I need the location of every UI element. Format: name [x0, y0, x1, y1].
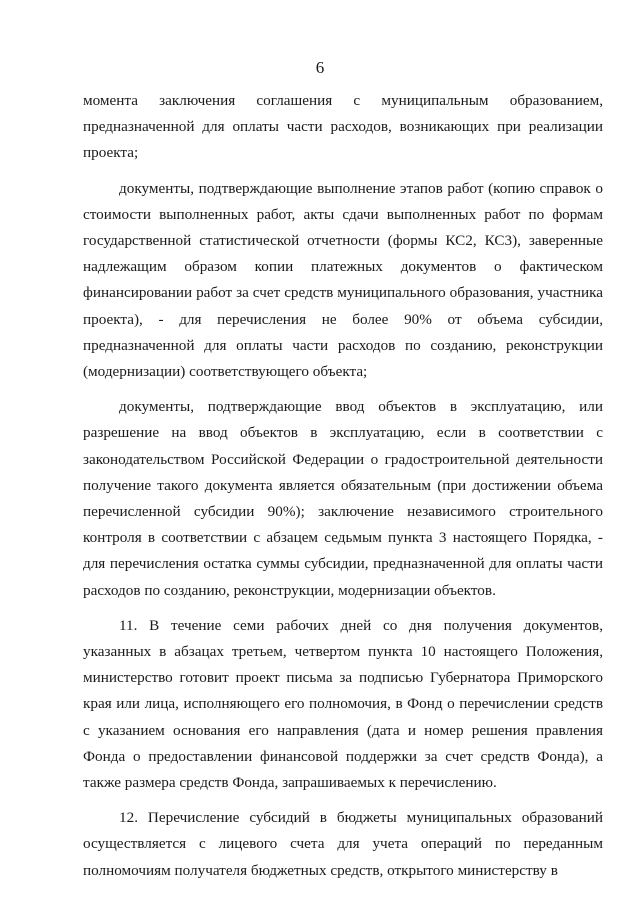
paragraph-clause-11: 11. В течение семи рабочих дней со дня получения документов, указанных в абзацах третьем, четвертом пункта 10 настоящего Положения, министерство готовит проект письма за подписью Губернатора Приморского края или лица, исполняющего его полномочия, в Фонд о перечислении средств с указанием основания его направления (дата и номер решения правления Фонда о предоставлении финансовой поддержки за счет средств Фонда), а также размера средств Фонда, запрашиваемых к перечислению. [83, 616, 603, 792]
paragraph-work-stage-documents: документы, подтверждающие выполнение этапов работ (копию справок о стоимости выполненных работ, акты сдачи выполненных работ по формам государственной статистической отчетности (формы КС2, КС3), заверенные надлежащим образом копии платежных документов о фактическом финансировании работ за счет средств муниципального образования, участника проекта), - для перечисления не более 90% от объема субсидии, предназначенной для оплаты части расходов по созданию, реконструкции (модернизации) соответствующего объекта; [83, 179, 603, 381]
paragraph-commissioning-documents: документы, подтверждающие ввод объектов в эксплуатацию, или разрешение на ввод объектов в эксплуатацию, если в соответствии с законодательством Российской Федерации о градостроительной деятельности получение такого документа является обязательным (при достижении объема перечисленной субсидии 90%); заключение независимого строительного контроля в соответствии с абзацем седьмым пункта 3 настоящего Порядка, - для перечисления остатка суммы субсидии, предназначенной для оплаты части расходов по созданию, реконструкции, модернизации объектов. [83, 398, 603, 599]
document-body [83, 88, 603, 893]
paragraph-continuation: момента заключения соглашения с муниципальным образованием, предназначенной для оплаты части расходов, возникающих при реализации проекта; [83, 92, 603, 162]
page-number: 6 [315, 58, 325, 77]
paragraph-clause-12: 12. Перечисление субсидий в бюджеты муниципальных образований осуществляется с лицевого счета для учета операций по переданным полномочиям получателя бюджетных средств, открытого министерству в [83, 809, 603, 879]
